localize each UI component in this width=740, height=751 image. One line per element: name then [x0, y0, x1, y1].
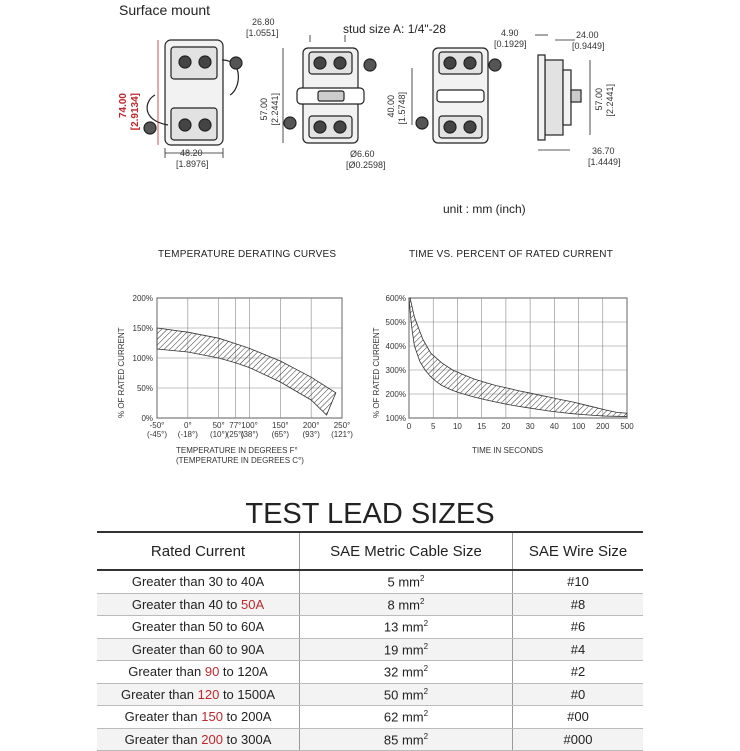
- breaker-side-view: [535, 35, 590, 150]
- dim-g-mm: 36.70: [592, 146, 615, 156]
- dim-height-inch: [130, 93, 141, 130]
- chart2-title: TIME VS. PERCENT OF RATED CURRENT: [409, 249, 614, 260]
- metric-cable-cell: 8 $mm^2$: [300, 593, 513, 616]
- stud-size-label: stud size A: 1/4"-28: [343, 22, 446, 36]
- wire-size-cell: #8: [513, 593, 644, 616]
- metric-cable-cell: 13 $mm^2$: [300, 616, 513, 639]
- dim-hole-mm: Ø6.60: [350, 149, 375, 159]
- chart2-xtick: 30: [525, 422, 535, 431]
- table-row: [97, 570, 643, 593]
- table-row: [97, 638, 643, 661]
- chart2-ytick: 500%: [385, 318, 406, 327]
- table-row: [97, 661, 643, 684]
- rated-current-cell: Greater than 50 to 60A: [97, 616, 300, 639]
- wire-size-cell: #2: [513, 661, 644, 684]
- wire-size-cell: #0: [513, 683, 644, 706]
- chart1-ytick: 50%: [136, 384, 153, 393]
- table-row: [97, 706, 643, 729]
- chart1-xtick-c: (121°): [331, 430, 353, 439]
- chart1-xtick: 50°: [212, 421, 225, 430]
- derating-band: [157, 328, 336, 415]
- metric-cable-cell: 85 $mm^2$: [300, 728, 513, 751]
- dim-g-in: [1.4449]: [588, 157, 621, 167]
- dim-f-in: [2.2441]: [605, 84, 615, 117]
- breaker-front-view: [144, 40, 242, 158]
- chart1-xlabel2: (TEMPERATURE IN DEGREES C°): [176, 456, 304, 465]
- chart2-xtick: 100: [571, 422, 586, 431]
- breaker-lever-view: [283, 35, 376, 143]
- chart1-ytick: 0%: [141, 414, 153, 423]
- chart1-xtick-c: (-18°): [177, 430, 198, 439]
- chart2-xtick: 5: [430, 422, 436, 431]
- chart1-xtick-c: (38°): [240, 430, 259, 439]
- chart1-xtick-c: (25°): [226, 430, 245, 439]
- breaker-back-view: [412, 48, 501, 143]
- test-lead-table: [97, 531, 643, 751]
- metric-cable-cell: 19 $mm^2$: [300, 638, 513, 661]
- chart2-xlabel: TIME IN SECONDS: [472, 446, 544, 455]
- rated-current-cell: Greater than 40 to 50A: [97, 593, 300, 616]
- rated-current-cell: Greater than 60 to 90A: [97, 638, 300, 661]
- table-row: [97, 616, 643, 639]
- dim-e-mm: 24.00: [576, 30, 599, 40]
- chart2-xtick: 15: [477, 422, 487, 431]
- chart2-ytick: 600%: [385, 294, 406, 303]
- wire-size-cell: #000: [513, 728, 644, 751]
- dim-width-in: [1.8976]: [176, 159, 209, 169]
- dim-a-mm: 26.80: [252, 17, 275, 27]
- dim-height: [118, 93, 129, 118]
- chart1-xtick-c: (10°): [209, 430, 228, 439]
- dim-f-mm: 57.00: [594, 88, 604, 111]
- chart1-xtick-c: (-45°): [146, 430, 168, 439]
- wire-size-cell: #4: [513, 638, 644, 661]
- dim-d-mm: 4.90: [501, 28, 519, 38]
- dim-hole-in: [Ø0.2598]: [346, 160, 386, 170]
- rated-current-cell: Greater than 90 to 120A: [97, 661, 300, 684]
- chart2-xtick: 20: [501, 422, 511, 431]
- dim-height-in: [2.9134]: [130, 93, 141, 131]
- rated-current-cell: Greater than 120 to 1500A: [97, 683, 300, 706]
- dim-c-in: [1.5748]: [397, 92, 407, 125]
- wire-size-cell: #6: [513, 616, 644, 639]
- chart1-xtick-c: (93°): [302, 430, 320, 439]
- chart1-ytick: 100%: [132, 354, 153, 363]
- chart2-xtick: 10: [452, 422, 462, 431]
- chart2-ytick: 300%: [385, 366, 406, 375]
- chart2-ytick: 100%: [385, 414, 406, 423]
- time-vs-current-chart: [365, 290, 635, 470]
- chart1-xtick: 0°: [184, 421, 192, 430]
- metric-cable-cell: 62 $mm^2$: [300, 706, 513, 729]
- chart1-title: TEMPERATURE DERATING CURVES: [158, 249, 337, 260]
- chart2-xtick: 40: [549, 422, 559, 431]
- dim-b-in: [2.2441]: [270, 93, 280, 126]
- table-row: [97, 728, 643, 751]
- header-metric-cable: SAE Metric Cable Size: [300, 532, 513, 570]
- chart1-ylabel: % OF RATED CURRENT: [117, 327, 126, 418]
- table-title: TEST LEAD SIZES: [245, 498, 495, 530]
- dim-a-in: [1.0551]: [246, 28, 279, 38]
- trip-time-band: [409, 298, 627, 417]
- header-rated-current: Rated Current: [97, 532, 300, 570]
- chart1-xtick: 200°: [302, 421, 320, 430]
- chart2-ytick: 400%: [385, 342, 406, 351]
- dim-width-mm: 48.20: [180, 148, 203, 158]
- rated-current-cell: Greater than 30 to 40A: [97, 570, 300, 593]
- chart2-xtick: 0: [406, 422, 412, 431]
- chart2-xtick: 500: [620, 422, 634, 431]
- dim-d-in: [0.1929]: [494, 39, 527, 49]
- chart1-ytick: 200%: [132, 294, 153, 303]
- rated-current-cell: Greater than 150 to 200A: [97, 706, 300, 729]
- chart1-xtick-c: (65°): [271, 430, 290, 439]
- wire-size-cell: #10: [513, 570, 644, 593]
- chart1-xtick: 100°: [241, 421, 258, 430]
- unit-label: unit : mm (inch): [443, 202, 526, 216]
- chart1-xtick: 150°: [272, 421, 289, 430]
- dim-height-mm: 74.00: [118, 93, 129, 119]
- chart1-xlabel: TEMPERATURE IN DEGREES F°: [176, 446, 298, 455]
- header-wire-size: SAE Wire Size: [513, 532, 644, 570]
- table-row: [97, 593, 643, 616]
- dim-c-mm: 40.00: [386, 95, 396, 118]
- chart1-xtick: 250°: [333, 421, 351, 430]
- metric-cable-cell: 50 $mm^2$: [300, 683, 513, 706]
- chart1-xtick: 77°: [229, 421, 242, 430]
- dim-b-mm: 57.00: [259, 98, 269, 121]
- table-row: [97, 683, 643, 706]
- wire-size-cell: #00: [513, 706, 644, 729]
- chart1-xtick: -50°: [149, 421, 165, 430]
- chart2-xtick: 200: [596, 422, 610, 431]
- metric-cable-cell: 5 $mm^2$: [300, 570, 513, 593]
- surface-mount-title: Surface mount: [119, 2, 211, 18]
- rated-current-cell: Greater than 200 to 300A: [97, 728, 300, 751]
- chart1-ytick: 150%: [132, 324, 153, 333]
- temperature-derating-chart: [110, 290, 360, 470]
- dim-e-in: [0.9449]: [572, 41, 605, 51]
- chart2-ytick: 200%: [385, 390, 406, 399]
- chart2-ylabel: % OF RATED CURRENT: [372, 327, 381, 418]
- metric-cable-cell: 32 $mm^2$: [300, 661, 513, 684]
